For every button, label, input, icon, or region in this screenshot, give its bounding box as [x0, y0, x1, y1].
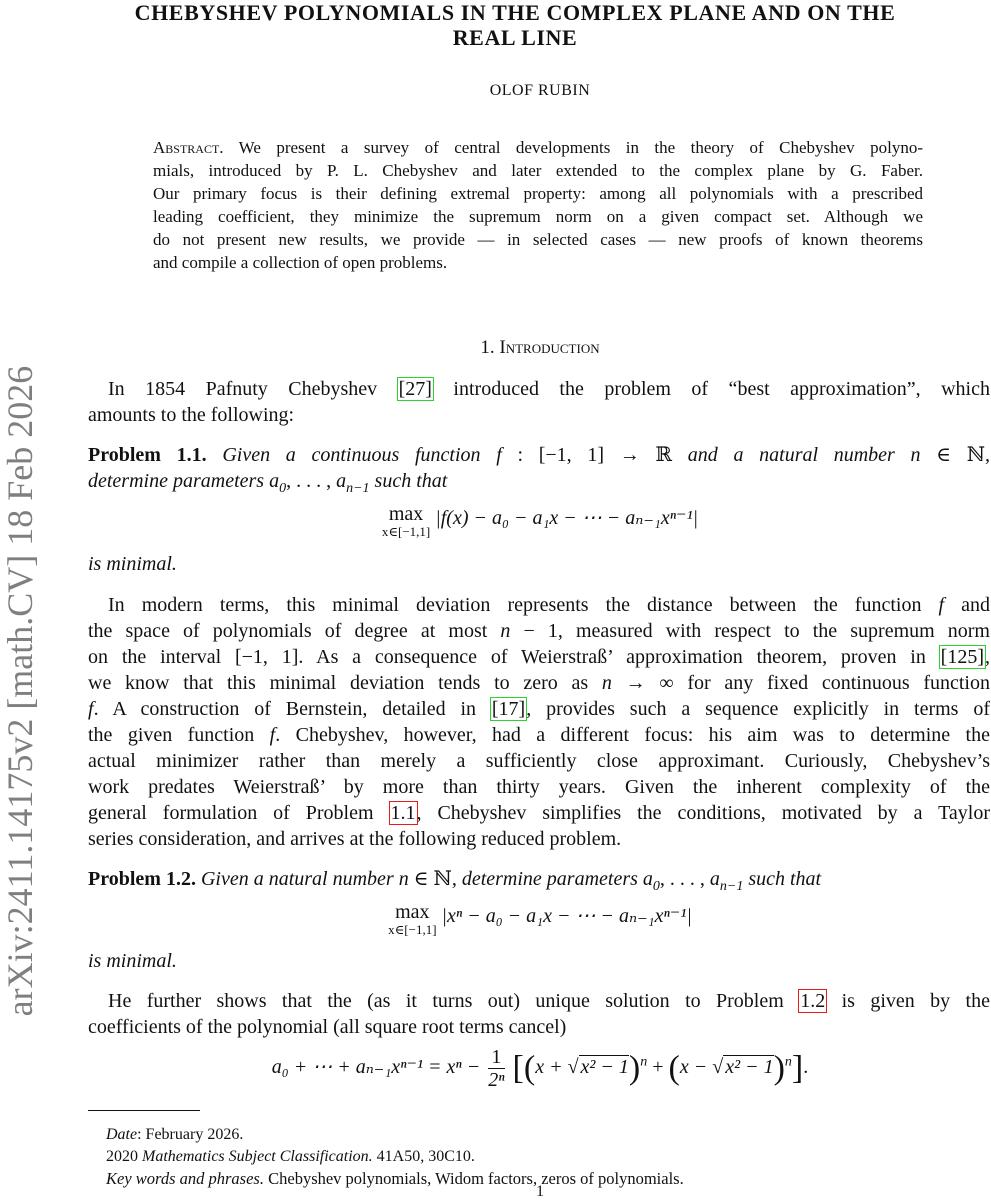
text-segment: 0 — [279, 481, 287, 496]
text-line — [108, 988, 990, 1014]
max-subscript: x∈[−1,1] — [381, 524, 431, 539]
text-segment: a — [709, 868, 720, 890]
cross-reference-link[interactable]: 1.2 — [800, 990, 826, 1012]
footnote-text: 2020 — [106, 1148, 142, 1165]
text-segment: a — [336, 470, 347, 492]
footnote-rule — [88, 1110, 200, 1111]
footnote-label: Key words and phrases. — [106, 1169, 264, 1188]
text-line — [88, 1014, 990, 1040]
text-line — [88, 774, 990, 800]
text-segment: − 1, measured with respect to the supremum norm — [510, 620, 990, 642]
problem-label: Problem 1.1. — [88, 444, 207, 466]
fraction — [488, 1046, 504, 1091]
text-segment: , . . . , — [286, 470, 337, 492]
text-segment: series consideration, and arrives at the following reduced problem. — [88, 828, 622, 850]
formula-problem-1-1 — [0, 505, 991, 541]
radicand: x² − 1 — [580, 1056, 629, 1079]
citation-link[interactable]: [17] — [491, 698, 526, 720]
text-line — [108, 592, 990, 618]
text-segment: , Chebyshev simplifies the conditions, motivated by a Taylor — [416, 802, 990, 824]
text-line — [88, 618, 990, 644]
formula-problem-1-2 — [0, 903, 991, 939]
text-line — [88, 442, 990, 468]
text-line — [88, 800, 990, 826]
exponent: n — [784, 1054, 792, 1070]
footnote-msc — [106, 1146, 475, 1168]
text-segment: Given a continuous function — [206, 444, 497, 466]
footnote-text: : February 2026. — [137, 1126, 244, 1143]
text-line — [88, 866, 990, 892]
period: . — [803, 1056, 809, 1079]
max-label: max — [388, 503, 424, 525]
text-line — [88, 670, 990, 696]
text-segment: on the interval [−1, 1]. As a consequence of Weierstraß’ approximation theorem, proven in — [88, 646, 940, 668]
text-segment: actual minimizer rather than merely a sufficiently close approximant. Curiously, Chebyshev’s — [88, 750, 990, 772]
text-line — [88, 696, 990, 722]
cross-reference-link[interactable]: 1.1 — [390, 802, 416, 824]
exponent: n — [640, 1054, 648, 1070]
text-line — [88, 644, 990, 670]
max-operator — [388, 903, 436, 939]
citation-link[interactable]: [27] — [398, 378, 432, 400]
text-segment: , provides such a sequence explicitly in terms of — [526, 698, 990, 720]
arxiv-identifier: arXiv:2411.14175v2 [math.CV] 18 Feb 2026 — [0, 365, 40, 1017]
is-minimal-text: is minimal. — [88, 950, 177, 972]
abstract-text: We present a survey of central developments in the theory of Chebyshev polyno- — [223, 138, 923, 157]
text-segment: is given by the — [826, 990, 990, 1012]
problem-label: Problem 1.2. — [88, 868, 196, 890]
text-segment: f — [88, 698, 94, 720]
text-segment: n — [500, 620, 511, 642]
text-line — [88, 402, 990, 428]
term: x − — [679, 1056, 713, 1079]
text-segment: 0 — [652, 879, 660, 894]
text-segment: n−1 — [346, 481, 370, 496]
text-segment: amounts to the following: — [88, 404, 295, 426]
text-line — [88, 748, 990, 774]
abstract-line: mials, introduced by P. L. Chebyshev and later extended to the complex plane by G. Faber. — [153, 161, 923, 180]
text-segment: n−1 — [719, 879, 744, 894]
text-segment: , — [985, 646, 990, 668]
text-segment: determine parameters a — [88, 470, 280, 492]
text-segment: general formulation of Problem — [88, 802, 390, 824]
is-minimal-text: is minimal. — [88, 553, 177, 575]
denominator: 2ⁿ — [488, 1069, 505, 1091]
text-line — [88, 468, 990, 494]
abstract-line: leading coefficient, they minimize the supremum norm on a given compact set. Although we — [153, 207, 923, 226]
abstract-label: Abstract. — [153, 138, 224, 157]
citation-link[interactable]: [125] — [940, 646, 984, 668]
formula-body: |xⁿ − a₀ − a₁x − ⋯ − aₙ₋₁xⁿ⁻¹| — [441, 905, 692, 927]
text-segment: we know that this minimal deviation tends to zero as — [88, 672, 602, 694]
max-operator — [382, 505, 430, 541]
term: x + — [535, 1056, 568, 1079]
text-segment: f — [938, 594, 945, 616]
text-segment: , determine parameters a — [451, 868, 653, 890]
formula-body: |f(x) − a₀ − a₁x − ⋯ − aₙ₋₁xⁿ⁻¹| — [435, 507, 699, 529]
paper-title-line-2: REAL LINE — [452, 25, 578, 50]
text-segment: work predates Weierstraß’ by more than thirty years. Given the inherent complexity of the — [88, 776, 990, 798]
page-number: 1 — [536, 1183, 544, 1200]
author: OLOF RUBIN — [489, 82, 591, 99]
text-segment: and — [944, 594, 990, 616]
text-segment: In 1854 Pafnuty Chebyshev — [108, 378, 398, 400]
numerator: 1 — [488, 1046, 504, 1069]
text-segment: n — [601, 672, 612, 694]
text-line — [108, 376, 990, 402]
footnote-label: Date — [106, 1126, 138, 1143]
footnote-text: 41A50, 30C10. — [372, 1148, 475, 1165]
abstract-line: Our primary focus is their defining extremal property: among all polynomials with a prescribed — [153, 184, 923, 203]
text-line — [88, 826, 990, 852]
footnote-label: Mathematics Subject Classification. — [142, 1148, 373, 1165]
text-segment: f — [269, 724, 276, 746]
text-segment: , . . . , — [659, 868, 710, 890]
text-segment: such that — [743, 868, 822, 890]
text-segment: . A construction of Bernstein, detailed in — [93, 698, 491, 720]
text-segment: He further shows that the (as it turns out) unique solution to Problem — [108, 990, 800, 1012]
text-segment: ∈ ℕ, — [920, 444, 991, 466]
text-segment: such that — [369, 470, 448, 492]
abstract-line: do not present new results, we provide — in selected cases — new proofs of known theorems — [153, 230, 923, 249]
formula-chebyshev-solution: a₀ + ⋯ + aₙ₋₁xⁿ⁻¹ = xⁿ − $\frac{1}{\text{2ⁿ}}$ [(x + √ x² − 1)$^n$ + (x − √ x² − 1)$^n$]. — [271, 1046, 809, 1091]
section-heading: 1. Introduction — [480, 337, 600, 358]
text-segment: introduced the problem of “best approximation”, which — [432, 378, 990, 400]
text-segment: coefficients of the polynomial (all square root terms cancel) — [88, 1016, 567, 1038]
text-segment: → ∞ for any fixed continuous function — [611, 672, 990, 694]
text-segment: f — [496, 444, 502, 466]
text-segment: the space of polynomials of degree at most — [88, 620, 501, 642]
abstract-line — [153, 136, 923, 159]
text-segment: In modern terms, this minimal deviation represents the distance between the function — [108, 594, 939, 616]
text-segment: : [−1, 1] → ℝ — [501, 444, 688, 466]
text-segment: . Chebyshev, however, had a different focus: his aim was to determine the — [275, 724, 990, 746]
max-subscript: x∈[−1,1] — [388, 922, 437, 937]
text-line — [88, 722, 990, 748]
paper-title-line-1: CHEBYSHEV POLYNOMIALS IN THE COMPLEX PLANE AND ON THE — [134, 0, 896, 25]
text-segment: the given function — [88, 724, 270, 746]
radicand: x² − 1 — [725, 1056, 774, 1079]
max-label: max — [395, 901, 430, 923]
abstract-line: and compile a collection of open problems. — [153, 253, 448, 272]
footnote-date — [106, 1124, 243, 1146]
text-segment: and a natural number n — [687, 444, 921, 466]
footnote-text: Chebyshev polynomials, Widom factors, zeros of polynomials. — [263, 1169, 684, 1188]
formula-lhs: a₀ + ⋯ + aₙ₋₁xⁿ⁻¹ = xⁿ − — [271, 1056, 481, 1079]
text-segment: ∈ ℕ — [408, 868, 452, 890]
text-segment: Given a natural number n — [195, 868, 409, 890]
